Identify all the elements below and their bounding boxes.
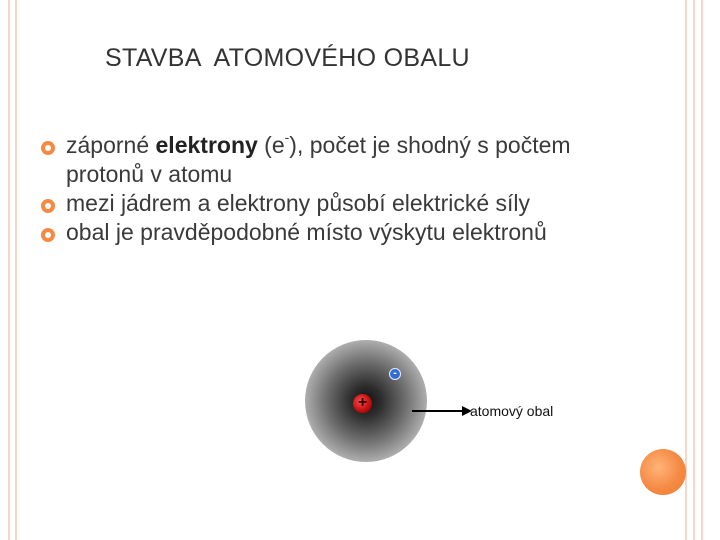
slide-title: STAVBA ATOMOVÉHO OBALU: [105, 44, 470, 72]
orange-ring-icon: [40, 198, 56, 214]
nucleus: [353, 394, 372, 413]
bullet-text: mezi jádrem a elektrony působí elektrické síly: [66, 190, 531, 216]
orange-ring-icon: [40, 140, 56, 156]
bullet-item-electrons: [40, 131, 640, 189]
bullet-item-forces: [40, 189, 640, 218]
decorative-orange-circle: [640, 449, 686, 495]
orange-ring-icon: [40, 227, 56, 243]
bullet-text-bold: elektrony: [155, 132, 258, 158]
nucleus-plus-symbol: +: [357, 394, 368, 411]
bullet-item-shell: [40, 218, 640, 247]
electron-minus-symbol: -: [393, 367, 397, 379]
arrow-icon: [412, 404, 472, 418]
electron: [389, 368, 401, 380]
bullet-text-superscript: -: [284, 129, 290, 145]
bullet-list: [40, 131, 640, 247]
bullet-text-post: ), počet je shodný s počtem protonů v atomu: [66, 132, 571, 187]
bullet-text-pre: záporné: [66, 132, 156, 158]
bullet-text: obal je pravděpodobné místo výskytu elektronů: [66, 219, 547, 245]
arrow-label: atomový obal: [470, 403, 554, 419]
bullet-text-mid: (e: [257, 132, 285, 158]
